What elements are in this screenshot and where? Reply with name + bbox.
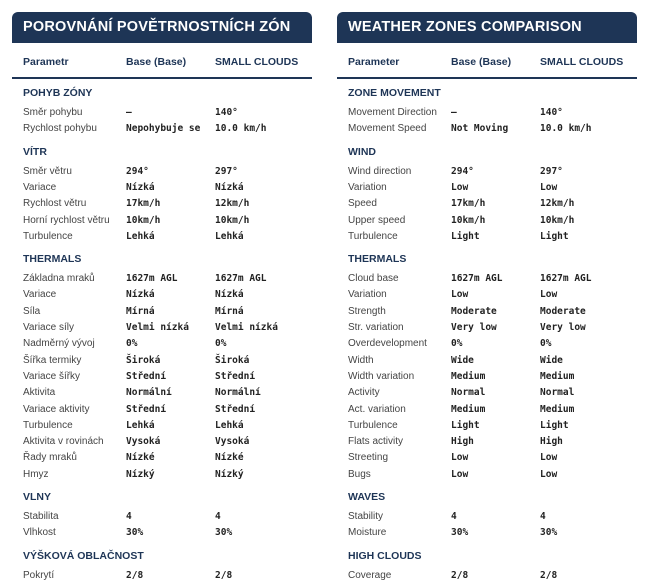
table-row bbox=[12, 369, 312, 385]
table-row bbox=[337, 336, 637, 352]
base-value: Low bbox=[451, 452, 469, 464]
small-clouds-value: Normal bbox=[540, 387, 575, 399]
base-value: 4 bbox=[126, 511, 132, 522]
parameter-label: Flats activity bbox=[348, 436, 404, 448]
parameter-label: Turbulence bbox=[23, 230, 73, 242]
base-value: Střední bbox=[126, 403, 167, 415]
table-row bbox=[12, 180, 312, 196]
parameter-label: Variace bbox=[23, 181, 57, 193]
parameter-label: Speed bbox=[348, 198, 377, 210]
parameter-label: Šířka termiky bbox=[23, 354, 82, 366]
parameter-label: Variace šířky bbox=[23, 370, 81, 382]
base-value: 2/8 bbox=[451, 569, 469, 581]
parameter-label: Síla bbox=[23, 305, 41, 317]
small-clouds-value: 2/8 bbox=[215, 569, 233, 581]
parameter-label: Act. variation bbox=[348, 403, 406, 415]
parameter-label: Activity bbox=[348, 387, 380, 399]
parameter-label: Strength bbox=[348, 305, 386, 317]
section-title: ZONE MOVEMENT bbox=[348, 87, 441, 99]
parameter-label: Width bbox=[348, 354, 374, 366]
small-clouds-value: 0% bbox=[215, 338, 227, 350]
small-clouds-value: Normální bbox=[215, 387, 261, 399]
column-header-base: Base (Base) bbox=[451, 56, 512, 68]
small-clouds-value: Střední bbox=[215, 403, 256, 415]
table-row bbox=[12, 271, 312, 287]
parameter-label: Movement Direction bbox=[348, 107, 437, 118]
base-value: Normální bbox=[126, 387, 172, 399]
base-value: Nízké bbox=[126, 452, 155, 464]
base-value: Very low bbox=[451, 322, 497, 333]
parameter-label: Variation bbox=[348, 289, 387, 301]
base-value: Střední bbox=[126, 370, 167, 382]
table-row bbox=[337, 353, 637, 369]
small-clouds-value: 2/8 bbox=[540, 569, 558, 581]
small-clouds-value: Low bbox=[540, 181, 558, 193]
section-title: WAVES bbox=[348, 491, 386, 503]
column-headers bbox=[12, 43, 312, 79]
parameter-label: Nadměrný vývoj bbox=[23, 338, 95, 350]
column-header-small-clouds: SMALL CLOUDS bbox=[215, 56, 299, 68]
column-headers bbox=[337, 43, 637, 79]
small-clouds-value: Střední bbox=[215, 370, 256, 382]
base-value: Nízká bbox=[126, 289, 155, 301]
column-header-parameter: Parametr bbox=[23, 56, 69, 68]
parameter-label: Stabilita bbox=[23, 511, 59, 522]
base-value: Nepohybuje se bbox=[126, 123, 201, 135]
base-value: 294° bbox=[126, 165, 149, 177]
parameter-label: Aktivita bbox=[23, 387, 56, 399]
small-clouds-value: Light bbox=[540, 230, 569, 242]
base-value: Medium bbox=[451, 403, 486, 415]
table-row bbox=[12, 304, 312, 320]
base-value: — bbox=[451, 107, 457, 118]
table-row bbox=[337, 105, 637, 121]
parameter-label: Overdevelopment bbox=[348, 338, 427, 350]
section-title: HIGH CLOUDS bbox=[348, 549, 422, 562]
base-value: Light bbox=[451, 230, 480, 242]
table-row bbox=[337, 402, 637, 418]
parameter-label: Variation bbox=[348, 181, 387, 193]
base-value: 1627m AGL bbox=[126, 273, 178, 285]
parameter-label: Horní rychlost větru bbox=[23, 214, 110, 226]
parameter-label: Variace bbox=[23, 289, 57, 301]
base-value: Moderate bbox=[451, 305, 497, 317]
table-row bbox=[337, 434, 637, 450]
base-value: Mírná bbox=[126, 305, 155, 317]
parameter-label: Turbulence bbox=[348, 230, 398, 242]
small-clouds-value: High bbox=[540, 436, 563, 448]
table-row bbox=[12, 353, 312, 369]
table-row bbox=[337, 320, 637, 336]
base-value: 4 bbox=[451, 511, 457, 522]
parameter-label: Pokrytí bbox=[23, 569, 55, 581]
table-row bbox=[12, 287, 312, 303]
small-clouds-value: 10km/h bbox=[215, 214, 250, 226]
parameter-label: Bugs bbox=[348, 468, 371, 480]
table-row bbox=[337, 271, 637, 287]
small-clouds-value: Nízké bbox=[215, 452, 244, 464]
table-row bbox=[12, 434, 312, 450]
parameter-label: Řady mraků bbox=[23, 452, 77, 464]
table-row bbox=[337, 213, 637, 229]
parameter-label: Turbulence bbox=[23, 419, 73, 431]
small-clouds-value: Very low bbox=[540, 322, 586, 333]
base-value: Nízká bbox=[126, 181, 155, 193]
table-row bbox=[337, 180, 637, 196]
base-value: — bbox=[126, 107, 132, 118]
parameter-label: Stability bbox=[348, 511, 384, 522]
small-clouds-value: Moderate bbox=[540, 305, 586, 317]
small-clouds-value: 10km/h bbox=[540, 214, 575, 226]
small-clouds-value: 30% bbox=[215, 527, 233, 539]
parameter-label: Str. variation bbox=[348, 322, 404, 333]
parameter-label: Hmyz bbox=[23, 468, 49, 480]
table-row bbox=[337, 525, 637, 541]
small-clouds-value: Medium bbox=[540, 403, 575, 415]
parameter-label: Směr větru bbox=[23, 165, 72, 177]
small-clouds-value: 0% bbox=[540, 338, 552, 350]
small-clouds-value: Lehká bbox=[215, 419, 244, 431]
table-row bbox=[337, 121, 637, 137]
parameter-label: Coverage bbox=[348, 569, 392, 581]
table-row bbox=[337, 287, 637, 303]
parameter-label: Upper speed bbox=[348, 214, 406, 226]
parameter-label: Moisture bbox=[348, 527, 387, 539]
section-title: THERMALS bbox=[348, 253, 407, 266]
base-value: Lehká bbox=[126, 230, 155, 242]
parameter-label: Rychlost pohybu bbox=[23, 123, 97, 135]
section-title: VÝŠKOVÁ OBLAČNOST bbox=[23, 549, 144, 562]
section-title: VÍTR bbox=[23, 145, 47, 158]
base-value: 10km/h bbox=[451, 214, 486, 226]
base-value: 10km/h bbox=[126, 214, 161, 226]
small-clouds-value: Light bbox=[540, 419, 569, 431]
base-value: 17km/h bbox=[126, 198, 161, 210]
panel-czech bbox=[12, 12, 312, 581]
table-row bbox=[12, 467, 312, 483]
column-header-base: Base (Base) bbox=[126, 56, 187, 68]
table-row bbox=[12, 320, 312, 336]
base-value: Low bbox=[451, 181, 469, 193]
table-row bbox=[337, 196, 637, 212]
parameter-label: Rychlost větru bbox=[23, 198, 87, 210]
parameter-label: Streeting bbox=[348, 452, 389, 464]
table-row bbox=[337, 385, 637, 401]
table-row bbox=[337, 450, 637, 466]
table-row bbox=[12, 385, 312, 401]
table-row bbox=[337, 164, 637, 180]
small-clouds-value: 1627m AGL bbox=[540, 273, 592, 285]
small-clouds-value: Široká bbox=[215, 354, 250, 366]
small-clouds-value: 30% bbox=[540, 527, 558, 539]
base-value: Wide bbox=[451, 354, 474, 366]
small-clouds-value: 1627m AGL bbox=[215, 273, 267, 285]
small-clouds-value: 140° bbox=[215, 107, 238, 118]
small-clouds-value: Low bbox=[540, 289, 558, 301]
small-clouds-value: Vysoká bbox=[215, 436, 250, 448]
small-clouds-value: 4 bbox=[540, 511, 546, 522]
small-clouds-value: Velmi nízká bbox=[215, 322, 278, 333]
table-row bbox=[12, 164, 312, 180]
base-value: Light bbox=[451, 419, 480, 431]
small-clouds-value: 297° bbox=[540, 165, 563, 177]
table-row bbox=[12, 509, 312, 525]
section-title: THERMALS bbox=[23, 253, 82, 266]
small-clouds-value: 140° bbox=[540, 107, 563, 118]
base-value: Široká bbox=[126, 354, 161, 366]
small-clouds-value: Nízký bbox=[215, 468, 244, 480]
table-row bbox=[12, 213, 312, 229]
column-header-small-clouds: SMALL CLOUDS bbox=[540, 56, 624, 68]
small-clouds-value: Low bbox=[540, 452, 558, 464]
parameter-label: Směr pohybu bbox=[23, 107, 83, 118]
parameter-label: Width variation bbox=[348, 370, 415, 382]
base-value: Lehká bbox=[126, 419, 155, 431]
panel-title: POROVNÁNÍ POVĚTRNOSTNÍCH ZÓN bbox=[12, 12, 312, 43]
table-row bbox=[337, 509, 637, 525]
table-row bbox=[12, 402, 312, 418]
base-value: High bbox=[451, 436, 474, 448]
table-row bbox=[12, 105, 312, 121]
base-value: Not Moving bbox=[451, 123, 509, 135]
parameter-label: Wind direction bbox=[348, 165, 412, 177]
table-row bbox=[337, 418, 637, 434]
parameter-label: Turbulence bbox=[348, 419, 398, 431]
base-value: Vysoká bbox=[126, 436, 161, 448]
table-row bbox=[12, 418, 312, 434]
base-value: 30% bbox=[451, 527, 469, 539]
small-clouds-value: Lehká bbox=[215, 230, 244, 242]
parameter-label: Movement Speed bbox=[348, 123, 427, 135]
base-value: Velmi nízká bbox=[126, 322, 189, 333]
base-value: 1627m AGL bbox=[451, 273, 503, 285]
base-value: Normal bbox=[451, 387, 486, 399]
section-title: WIND bbox=[348, 145, 376, 158]
base-value: 30% bbox=[126, 527, 144, 539]
base-value: Medium bbox=[451, 370, 486, 382]
panel-english bbox=[337, 12, 637, 581]
parameter-label: Cloud base bbox=[348, 273, 399, 285]
small-clouds-value: 4 bbox=[215, 511, 221, 522]
base-value: 2/8 bbox=[126, 569, 144, 581]
table-row bbox=[337, 467, 637, 483]
table-row bbox=[12, 450, 312, 466]
table-row bbox=[12, 525, 312, 541]
table-row bbox=[337, 304, 637, 320]
small-clouds-value: 10.0 km/h bbox=[215, 123, 267, 135]
small-clouds-value: 297° bbox=[215, 165, 238, 177]
small-clouds-value: 12km/h bbox=[540, 198, 575, 210]
table-row bbox=[12, 336, 312, 352]
base-value: 17km/h bbox=[451, 198, 486, 210]
small-clouds-value: 10.0 km/h bbox=[540, 123, 592, 135]
small-clouds-value: Nízká bbox=[215, 181, 244, 193]
small-clouds-value: Medium bbox=[540, 370, 575, 382]
parameter-label: Aktivita v rovinách bbox=[23, 436, 104, 448]
table-row bbox=[12, 121, 312, 137]
parameter-label: Vlhkost bbox=[23, 527, 56, 539]
base-value: 0% bbox=[451, 338, 463, 350]
table-row bbox=[337, 229, 637, 245]
parameter-label: Variace aktivity bbox=[23, 403, 90, 415]
small-clouds-value: Nízká bbox=[215, 289, 244, 301]
small-clouds-value: Mírná bbox=[215, 305, 244, 317]
table-row bbox=[337, 369, 637, 385]
column-header-parameter: Parameter bbox=[348, 56, 400, 68]
section-title: VLNY bbox=[23, 491, 52, 503]
table-row bbox=[12, 229, 312, 245]
base-value: 0% bbox=[126, 338, 138, 350]
small-clouds-value: Wide bbox=[540, 354, 563, 366]
base-value: Low bbox=[451, 468, 469, 480]
parameter-label: Variace síly bbox=[23, 322, 74, 333]
section-title: POHYB ZÓNY bbox=[23, 87, 93, 99]
table-row bbox=[12, 196, 312, 212]
panel-title: WEATHER ZONES COMPARISON bbox=[337, 12, 637, 43]
base-value: Low bbox=[451, 289, 469, 301]
parameter-label: Základna mraků bbox=[23, 273, 95, 285]
base-value: 294° bbox=[451, 165, 474, 177]
base-value: Nízký bbox=[126, 468, 155, 480]
small-clouds-value: 12km/h bbox=[215, 198, 250, 210]
small-clouds-value: Low bbox=[540, 468, 558, 480]
